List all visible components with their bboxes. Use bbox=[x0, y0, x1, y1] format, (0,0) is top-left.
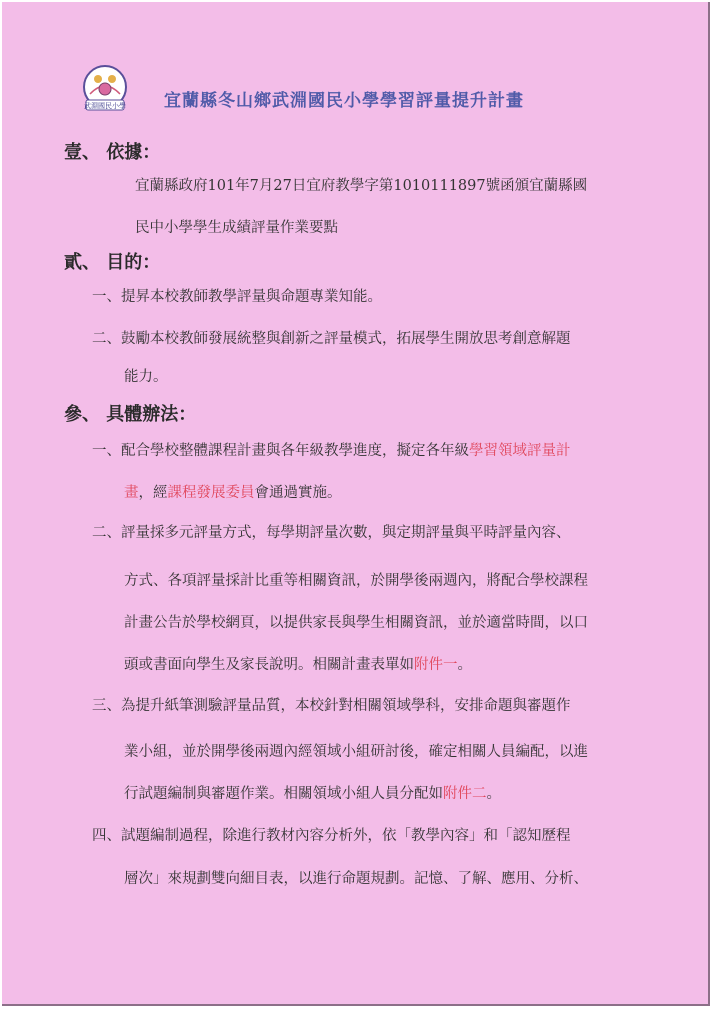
method-item-2-line-2: 方式、各項評量採計比重等相關資訊，於開學後兩週內，將配合學校課程 bbox=[124, 573, 588, 589]
section-heading-methods: 參、 具體辦法： bbox=[64, 404, 197, 425]
purpose-item-2-line-2: 能力。 bbox=[124, 369, 168, 385]
highlight-assessment-plan: 學習領域評量計 bbox=[469, 443, 571, 459]
appendix-1-ref: 附件一 bbox=[414, 657, 458, 673]
method-item-4-line-1: 四、試題編制過程，除進行教材內容分析外，依「教學內容」和「認知歷程 bbox=[92, 828, 571, 844]
highlight-curriculum-committee: 課程發展委員 bbox=[167, 485, 255, 501]
method-item-2-line-3: 計畫公告於學校網頁，以提供家長與學生相關資訊，並於適當時間，以口 bbox=[124, 615, 588, 631]
method-item-3-line-2: 業小組，並於開學後兩週內經領域小組研討後，確定相關人員編配，以進 bbox=[124, 744, 588, 760]
section-heading-basis: 壹、 依據： bbox=[64, 142, 161, 163]
school-logo-icon bbox=[82, 64, 128, 112]
appendix-2-ref: 附件二 bbox=[443, 786, 487, 802]
basis-line-2: 民中小學學生成績評量作業要點 bbox=[135, 220, 338, 236]
section-heading-purpose: 貳、 目的： bbox=[64, 252, 161, 273]
method-item-3-line-3: 行試題編制與審題作業。相關領域小組人員分配如附件二。 bbox=[124, 786, 501, 802]
basis-line-1: 宜蘭縣政府101年7月27日宜府教學字第1010111897號函頒宜蘭縣國 bbox=[135, 178, 588, 194]
method-item-1-line-1: 一、配合學校整體課程計畫與各年級教學進度，擬定各年級學習領域評量計 bbox=[92, 443, 571, 459]
logo-text: 武淵國民小學 bbox=[84, 102, 126, 110]
method-item-2-line-1: 二、評量採多元評量方式，每學期評量次數，與定期評量與平時評量內容、 bbox=[92, 525, 571, 541]
purpose-item-1: 一、提昇本校教師教學評量與命題專業知能。 bbox=[92, 289, 382, 305]
document-title: 宜蘭縣冬山鄉武淵國民小學學習評量提升計畫 bbox=[164, 91, 524, 111]
purpose-item-2-line-1: 二、鼓勵本校教師發展統整與創新之評量模式，拓展學生開放思考創意解題 bbox=[92, 331, 571, 347]
method-item-2-line-4: 頭或書面向學生及家長說明。相關計畫表單如附件一。 bbox=[124, 657, 472, 673]
method-item-1-line-2: 畫，經課程發展委員會通過實施。 bbox=[124, 485, 342, 501]
method-item-3-line-1: 三、為提升紙筆測驗評量品質，本校針對相關領域學科，安排命題與審題作 bbox=[92, 698, 571, 714]
method-item-4-line-2: 層次」來規劃雙向細目表，以進行命題規劃。記憶、了解、應用、分析、 bbox=[124, 871, 588, 887]
document-page bbox=[2, 2, 710, 1006]
